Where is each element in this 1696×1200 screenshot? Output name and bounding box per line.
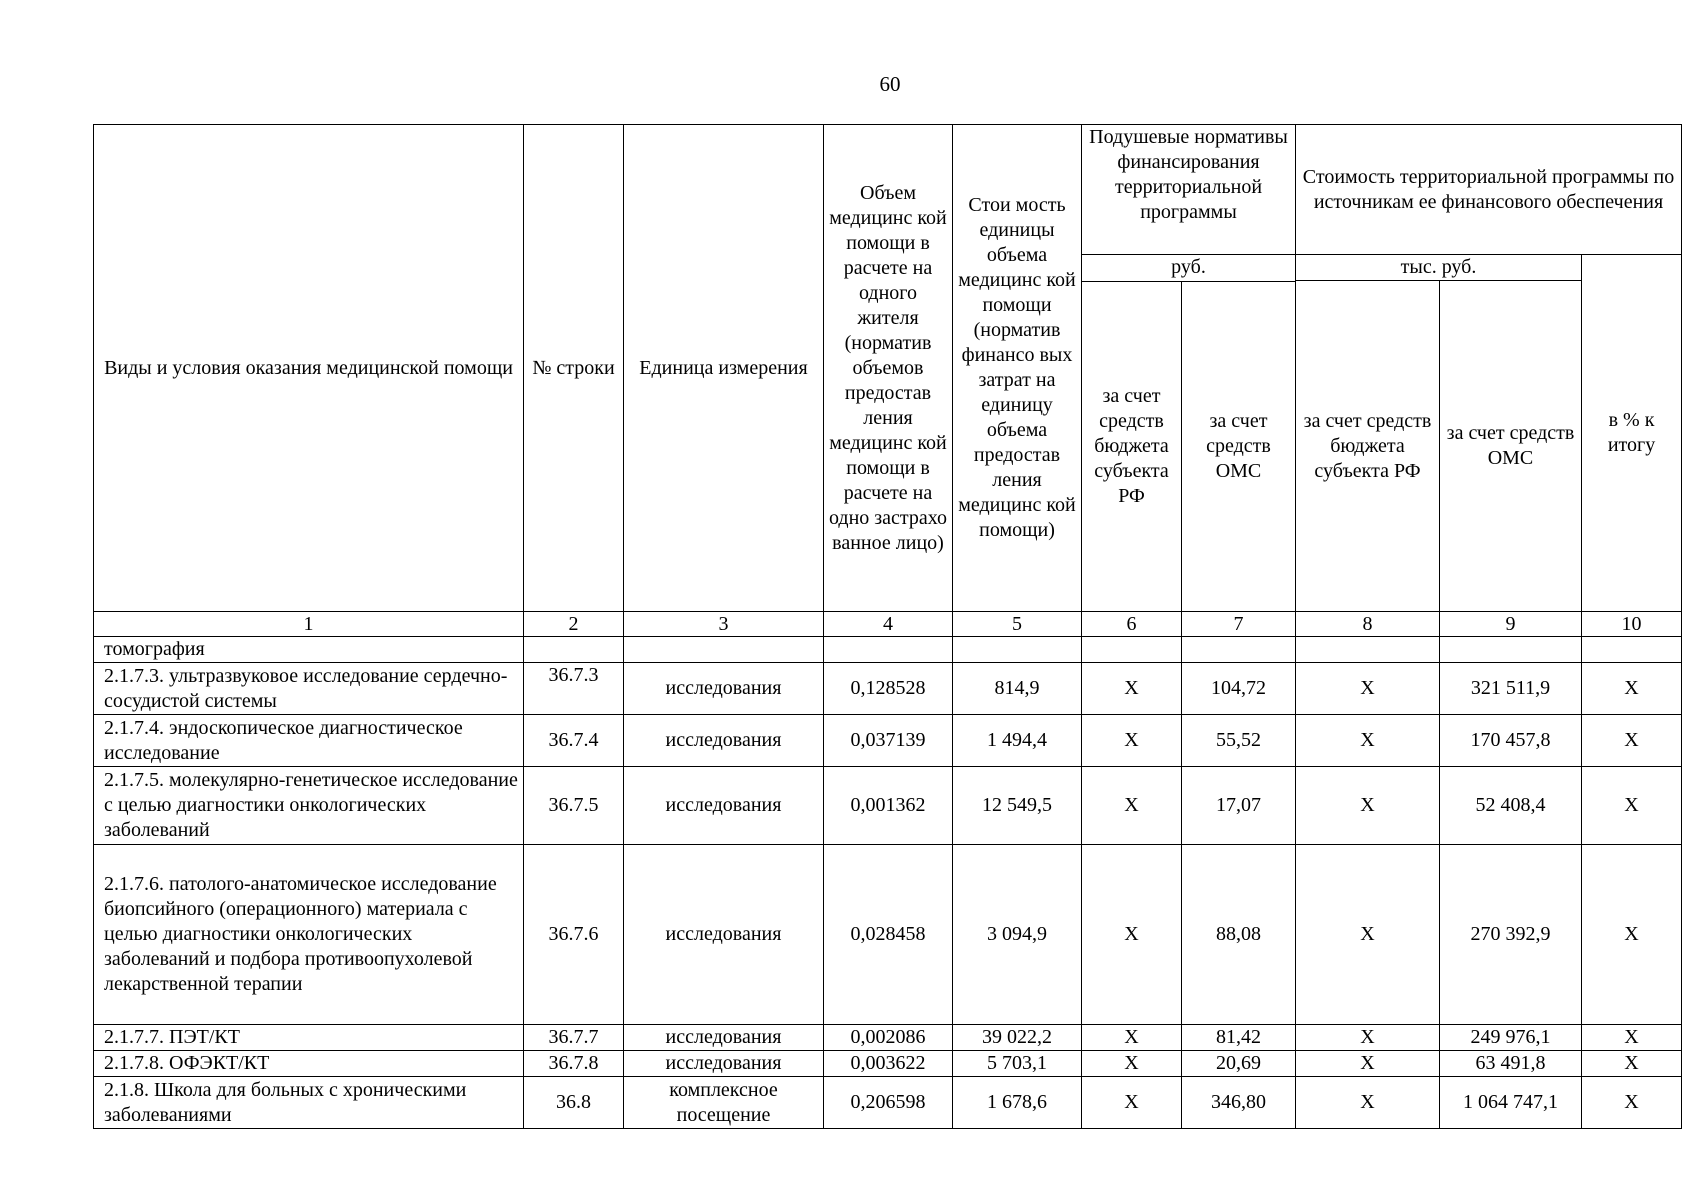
row-budget-rub: Х [1082,1025,1182,1051]
header-cost-group: Стоимость территориальной программы по источникам ее финансового обеспечения [1296,125,1682,255]
row-name: 2.1.7.6. патолого-анатомическое исследование биопсийного (операционного) материала с целью диагностики онкологических заболеваний и подбора противоопухолевой лекарственной терапии [94,845,524,1025]
row-name: 2.1.7.4. эндоскопическое диагностическое исследование [94,715,524,767]
header-line-number: № строки [524,125,624,612]
row-unit: исследования [624,715,824,767]
row-oms-rub: 20,69 [1182,1051,1296,1077]
row-oms-rub: 17,07 [1182,767,1296,845]
row-cost: 1 678,6 [953,1077,1082,1129]
row-cost: 12 549,5 [953,767,1082,845]
row-oms-thousand: 170 457,8 [1440,715,1582,767]
row-unit: исследования [624,767,824,845]
header-oms-rub: за счет средств ОМС [1182,282,1296,612]
row-oms-rub: 346,80 [1182,1077,1296,1129]
row-volume: 0,037139 [824,715,953,767]
row-oms-thousand [1440,637,1582,663]
row-oms-rub: 104,72 [1182,663,1296,715]
row-budget-thousand: Х [1296,1051,1440,1077]
row-cost: 814,9 [953,663,1082,715]
header-volume: Объем медицинс кой помощи в расчете на одного жителя (норматив объемов предостав ления медицинс кой помощи в расчете на одно застрахо ванное лицо) [824,125,953,612]
row-line [524,637,624,663]
financing-table [93,124,1682,1129]
row-budget-rub: Х [1082,1051,1182,1077]
table-row [94,715,1682,767]
header-budget-thousand: за счет средств бюджета субъекта РФ [1296,281,1440,612]
row-budget-rub: Х [1082,1077,1182,1129]
row-budget-thousand: Х [1296,1025,1440,1051]
row-budget-thousand: Х [1296,845,1440,1025]
row-oms-thousand: 270 392,9 [1440,845,1582,1025]
column-number: 1 [94,612,524,637]
row-line: 36.7.8 [524,1051,624,1077]
header-budget-rub: за счет средств бюджета субъекта РФ [1082,282,1182,612]
table-row [94,1025,1682,1051]
header-oms-thousand: за счет средств ОМС [1440,281,1582,612]
row-name: 2.1.7.8. ОФЭКТ/КТ [94,1051,524,1077]
row-volume: 0,001362 [824,767,953,845]
row-budget-rub [1082,637,1182,663]
row-percent: Х [1582,1077,1682,1129]
row-line: 36.7.5 [524,767,624,845]
row-budget-thousand: Х [1296,767,1440,845]
table-row [94,637,1682,663]
column-number: 6 [1082,612,1182,637]
row-unit: исследования [624,663,824,715]
row-volume: 0,206598 [824,1077,953,1129]
row-volume: 0,002086 [824,1025,953,1051]
row-percent: Х [1582,663,1682,715]
row-budget-thousand: Х [1296,715,1440,767]
row-name: 2.1.8. Школа для больных с хроническими заболеваниями [94,1077,524,1129]
column-number: 7 [1182,612,1296,637]
column-numbers-row [94,612,1682,637]
row-name: 2.1.7.3. ультразвуковое исследование сердечно-сосудистой системы [94,663,524,715]
row-oms-rub [1182,637,1296,663]
row-percent: Х [1582,767,1682,845]
row-percent: Х [1582,1025,1682,1051]
header-kinds-of-care: Виды и условия оказания медицинской помощи [94,125,524,612]
row-line: 36.7.3 [524,663,624,715]
row-line: 36.7.6 [524,845,624,1025]
header-row-groups [94,125,1682,255]
column-number: 5 [953,612,1082,637]
column-number: 2 [524,612,624,637]
row-volume: 0,128528 [824,663,953,715]
row-oms-thousand: 321 511,9 [1440,663,1582,715]
row-name: 2.1.7.7. ПЭТ/КТ [94,1025,524,1051]
row-oms-rub: 88,08 [1182,845,1296,1025]
row-budget-thousand: Х [1296,1077,1440,1129]
row-line: 36.7.4 [524,715,624,767]
row-unit [624,637,824,663]
row-budget-thousand: Х [1296,663,1440,715]
row-oms-rub: 55,52 [1182,715,1296,767]
row-percent: Х [1582,845,1682,1025]
row-budget-thousand [1296,637,1440,663]
header-unit-thousand-rub: тыс. руб. [1296,255,1582,281]
row-budget-rub: Х [1082,715,1182,767]
row-cost: 3 094,9 [953,845,1082,1025]
row-volume: 0,003622 [824,1051,953,1077]
column-number: 10 [1582,612,1682,637]
row-percent: Х [1582,1051,1682,1077]
row-budget-rub: Х [1082,845,1182,1025]
row-oms-thousand: 63 491,8 [1440,1051,1582,1077]
row-name: томография [94,637,524,663]
row-budget-rub: Х [1082,767,1182,845]
table-row [94,845,1682,1025]
row-volume [824,637,953,663]
row-cost: 39 022,2 [953,1025,1082,1051]
row-unit: исследования [624,845,824,1025]
row-oms-thousand: 1 064 747,1 [1440,1077,1582,1129]
row-percent: Х [1582,715,1682,767]
table-row [94,1077,1682,1129]
row-line: 36.8 [524,1077,624,1129]
row-line: 36.7.7 [524,1025,624,1051]
row-volume: 0,028458 [824,845,953,1025]
row-oms-rub: 81,42 [1182,1025,1296,1051]
column-number: 9 [1440,612,1582,637]
row-cost: 5 703,1 [953,1051,1082,1077]
header-per-capita-group: Подушевые нормативы финансирования территориальной программы [1082,125,1296,255]
row-percent [1582,637,1682,663]
table-row [94,767,1682,845]
column-number: 4 [824,612,953,637]
column-number: 8 [1296,612,1440,637]
row-budget-rub: Х [1082,663,1182,715]
header-unit-rub: руб. [1082,255,1296,282]
row-unit: комплексное посещение [624,1077,824,1129]
page-number: 60 [879,72,901,96]
column-number: 3 [624,612,824,637]
row-unit: исследования [624,1025,824,1051]
header-unit: Единица измерения [624,125,824,612]
row-name: 2.1.7.5. молекулярно-генетическое исследование с целью диагностики онкологических заболеваний [94,767,524,845]
row-oms-thousand: 52 408,4 [1440,767,1582,845]
header-percent: в % к итогу [1582,255,1682,612]
row-unit: исследования [624,1051,824,1077]
table-row [94,1051,1682,1077]
table-row [94,663,1682,715]
row-oms-thousand: 249 976,1 [1440,1025,1582,1051]
header-unit-cost: Стои мость единицы объема медицинс кой помощи (норматив финансо вых затрат на единицу объема предостав ления медицинс кой помощи) [953,125,1082,612]
row-cost [953,637,1082,663]
row-cost: 1 494,4 [953,715,1082,767]
